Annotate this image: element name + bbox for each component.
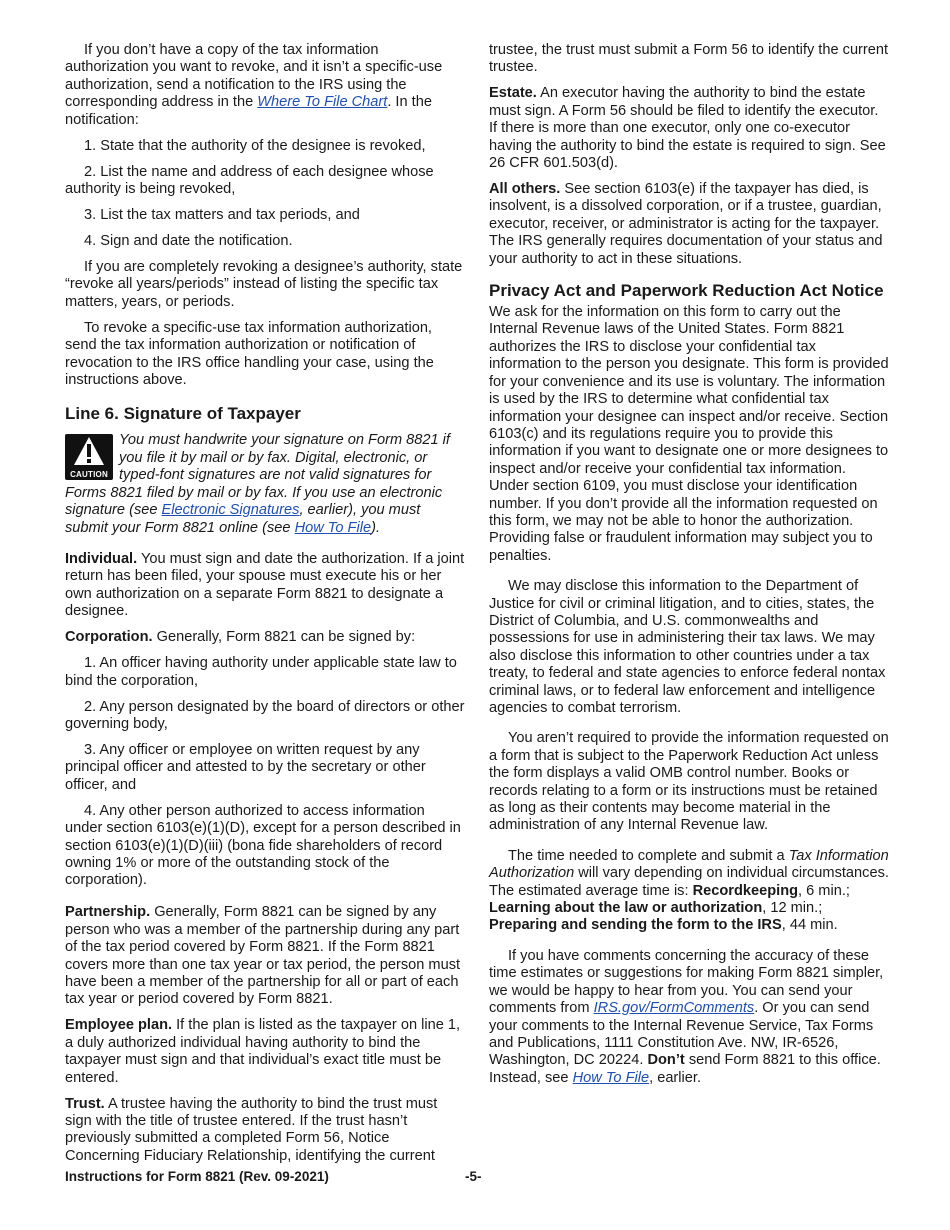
- warning-triangle-icon: [73, 436, 105, 466]
- corporation-list-item: 4. Any other person authorized to access information under section 6103(e)(1)(D), except for a person described in section 6103(e)(1)(D)(iii) (bona fide shareholders of record owning 1% or more of the outstanding stock of the corporation).: [65, 802, 461, 889]
- revoke-list-item: 2. List the name and address of each designee whose authority is being revoked,: [65, 163, 434, 198]
- estate-paragraph: Estate. An executor having the authority to bind the estate must sign. A Form 56 should be filed to identify the executor. If there is more than one executor, only one co-executor having the authority to bind the estate is required to sign. See 26 CFR 601.503(d).: [489, 85, 886, 172]
- caution-label: CAUTION: [70, 470, 108, 480]
- privacy-paragraph-2: We may disclose this information to the Department of Justice for civil or criminal litigation, and to cities, states, the District of Columbia, and U.S. commonwealths and possessions for use in administering their tax laws. We may also disclose this information to other countries under a tax treaty, to federal and state agencies to enforce federal nontax criminal laws, or to federal law enforcement and intelligence agencies to combat terrorism.: [489, 578, 886, 716]
- where-to-file-chart-link[interactable]: Where To File Chart: [257, 94, 388, 111]
- how-to-file-link[interactable]: How To File: [294, 519, 372, 536]
- privacy-paragraph-1: We ask for the information on this form to carry out the Internal Revenue laws of the United States. Form 8821 authorizes the IRS to disclose your confidential tax information to the person you designate. This form is provided for your convenience and its use is voluntary. The information is used by the IRS to determine what confidential tax information your designee can inspect and/or receive. Section 6103(c) and its regulations require you to provide this information if you want to designate one or more designees to inspect and/or receive your confidential tax information. Under section 6109, you must disclose your identification number. If you don’t provide all the information requested on this form, we may not be able to honor the authorization. Providing false or fraudulent information may subject you to penalties.: [489, 304, 889, 564]
- line6-heading: Line 6. Signature of Taxpayer: [65, 404, 301, 424]
- employee-plan-label: Employee plan.: [65, 1017, 173, 1034]
- footer-title: Instructions for Form 8821 (Rev. 09-2021): [65, 1169, 329, 1184]
- page-number: -5-: [465, 1169, 482, 1184]
- caution-icon: [65, 434, 113, 480]
- employee-plan-paragraph: Employee plan. If the plan is listed as the taxpayer on line 1, a duly authorized individual having authority to bind the taxpayer must sign and that individual’s exact title must be entered.: [65, 1017, 461, 1086]
- all-others-paragraph: All others. See section 6103(e) if the taxpayer has died, is insolvent, is a dissolved corporation, or if a trustee, guardian, executor, receiver, or administrator is acting for the taxpayer. The IRS generally requires documentation of your status and your authority to act in these situations.: [489, 181, 883, 267]
- corporation-list-item: 2. Any person designated by the board of directors or other governing body,: [65, 698, 465, 732]
- page-footer: [65, 1168, 885, 1185]
- revoke-intro-paragraph: If you don’t have a copy of the tax information authorization you want to revoke, and it isn’t a specific-use authorization, send a notification to the IRS using the corresponding address in the Where To File Chart. In the notification:: [65, 42, 443, 128]
- partnership-paragraph: Partnership. Generally, Form 8821 can be signed by any person who was a member of the partnership during any part of the tax period covered by Form 8821. If the Form 8821 covers more than one tax year or tax period, the person must have been a member of the partnership for all or part of each tax year or period covered by Form 8821.: [65, 904, 461, 1008]
- corporation-list-item: 3. Any officer or employee on written request by any principal officer and attested to by the secretary or other officer, and: [65, 741, 426, 793]
- specific-use-revoke-paragraph: To revoke a specific-use tax information authorization, send the tax information authorization or notification of revocation to the IRS office handling your case, using the instructions above.: [65, 319, 434, 389]
- trust-continued-paragraph: trustee, the trust must submit a Form 56 to identify the current trustee.: [489, 42, 889, 76]
- estate-label: Estate.: [489, 85, 537, 102]
- caution-note: CAUTION You must handwrite your signature on Form 8821 if you file it by mail or by fax. Digital, electronic, or typed-font signatures are not valid signatures for Forms 8821 filed by mail or by fax. If you use an electronic signature (see Electronic Signatures, earlier), you must submit your Form 8821 online (see How To File).: [65, 432, 450, 536]
- partnership-label: Partnership.: [65, 904, 151, 921]
- trust-paragraph: Trust. A trustee having the authority to bind the trust must sign with the title of trustee entered. If the trust hasn’t previously submitted a completed Form 56, Notice Concerning Fiduciary Relationship, identifying the current: [65, 1095, 438, 1164]
- all-others-label: All others.: [489, 181, 561, 198]
- left-column: [65, 42, 465, 1174]
- form-comments-link[interactable]: IRS.gov/FormComments: [593, 1000, 755, 1017]
- individual-paragraph: Individual. You must sign and date the authorization. If a joint return has been filed, your spouse must execute his or her own authorization on a separate Form 8821 to designate a designee.: [65, 550, 465, 620]
- revoke-list-item: 1. State that the authority of the designee is revoked,: [84, 137, 426, 154]
- comments-paragraph: If you have comments concerning the accuracy of these time estimates or suggestions for making Form 8821 simpler, we would be happy to hear from you. You can send your comments from IRS.gov/FormComments. Or you can send your comments to the Internal Revenue Service, Tax Forms and Publications, 1111 Constitution Ave. NW, IR-6526, Washington, DC 20224. Don’t send Form 8821 to this office. Instead, see How To File, earlier.: [489, 947, 884, 1086]
- individual-label: Individual.: [65, 550, 138, 567]
- right-column: [489, 42, 889, 1096]
- corporation-label: Corporation.: [65, 629, 153, 646]
- privacy-paragraph-3: You aren’t required to provide the information requested on a form that is subject to the Paperwork Reduction Act unless the form displays a valid OMB control number. Books or records relating to a form or its instructions must be retained as long as their contents may become material in the administration of any Internal Revenue law.: [489, 730, 889, 834]
- electronic-signatures-link[interactable]: Electronic Signatures: [161, 502, 300, 519]
- complete-revoke-paragraph: If you are completely revoking a designee’s authority, state “revoke all years/periods” instead of listing the specific tax matters, years, or periods.: [65, 259, 463, 310]
- trust-label: Trust.: [65, 1095, 105, 1112]
- how-to-file-link[interactable]: How To File: [572, 1069, 650, 1086]
- corporation-list-item: 1. An officer having authority under applicable state law to bind the corporation,: [65, 655, 457, 689]
- revoke-list-item: 4. Sign and date the notification.: [84, 233, 293, 250]
- revoke-list-item: 3. List the tax matters and tax periods, and: [84, 207, 360, 224]
- corporation-paragraph: Corporation. Generally, Form 8821 can be signed by:: [65, 629, 416, 646]
- privacy-act-heading: Privacy Act and Paperwork Reduction Act Notice: [489, 281, 884, 301]
- time-estimate-paragraph: The time needed to complete and submit a Tax Information Authorization will vary depending on individual circumstances. The estimated average time is: Recordkeeping, 6 min.; Learning about the law or authorization, 12 min.; Preparing and sending the form to the IRS, 44 min.: [489, 847, 889, 934]
